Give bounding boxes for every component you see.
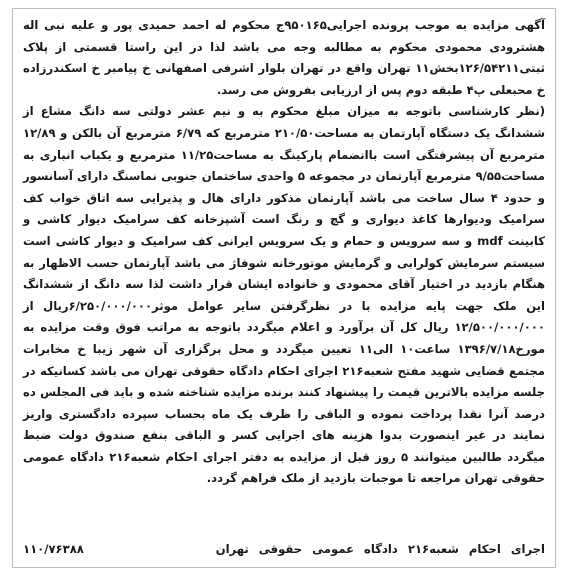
reference-number: ۱۱۰/۷۶۳۸۸: [23, 542, 84, 556]
issuer-line: اجرای احکام شعبه۲۱۶ دادگاه عمومی حقوقی تهران: [215, 542, 545, 556]
notice-details-paragraph: (نظر کارشناسی باتوجه به میزان مبلغ محکوم به و نیم عشر دولتی سه دانگ مشاع از ششدانگ یک دستگاه آپارتمان به مساحت۲۱۰/۵۰ مترمربع که ۶/۷۹ مترمربع آن بالکن و ۱۲/۸۹ مترمربع آن پیشرفتگی است باانضمام پارکینگ به مساحت۱۱/۲۵ مترمربع و یکباب انباری به مساحت۹/۵۵ مترمربع آپارتمان در مجموعه ۵ واحدی ساختمان جنوبی نماسنگ دارای آسانسور و حدود ۴ سال ساخت می باشد آپارتمان مذکور دارای هال و پذیرایی سه اتاق خواب کف سرامیک ودیوارها کاغذ دیواری و گچ و رنگ است آشپزخانه کف سرامیک دیوار کاشی و کابینت mdf و سه سرویس و حمام و یک سرویس ایرانی کف سرامیک و دیوار کاشی است سیستم سرمایش کولرابی و گرمایش موتورخانه شوفاژ می باشد آپارتمان حسب الاظهار به هنگام بازدید در اختیار آقای محمودی و خانواده ایشان قرار داشت لذا سه دانگ از ششدانگ این ملک جهت پایه مزایده با در نظرگرفتن سایر عوامل موثر۶/۲۵۰/۰۰۰/۰۰۰ریال از ۱۲/۵۰۰/۰۰۰/۰۰۰ ریال کل آن برآورد و اعلام میگردد باتوجه به مراتب فوق وقت مزایده به مورخ۱۳۹۶/۷/۱۸ ساعت۱۰ الی۱۱ تعیین میگردد و محل برگزاری آن شهر زیبا خ مخابرات مجتمع قضایی شهید مفتح شعبه۲۱۶ اجرای احکام دادگاه حقوقی تهران می باشد کسانیکه در جلسه مزایده بالاترین قیمت را پیشنهاد کنند برنده مزایده شناخته شده و باید فی المجلس ده درصد آنرا نقدا پرداخت نموده و الباقی را ظرف یک ماه بحساب سپرده دادگستری واریز نمایند در غیر اینصورت بدوا هزینه های اجرایی کسر و الباقی بنفع صندوق دولت ضبط میگردد طالبین میتوانند ۵ روز قبل از مزایده به دفتر اجرای احکام شعبه۲۱۶ دادگاه عمومی حقوقی تهران مراجعه تا موجبات بازدید از ملک فراهم گردد.: [23, 104, 546, 486]
notice-intro-paragraph: آگهی مزایده به موجب پرونده اجرایی۹۵۰۱۶۵ج محکوم له احمد حمیدی پور و علیه نبی اله هشترودی محمودی محکوم به مطالبه وجه می باشد لذا در این راستا قسمتی از پلاک ثبتی۱۲۶/۵۴۲۱۱بخش۱۱ تهران واقع در تهران بلوار اشرفی اصفهانی خ پیامبر خ اسکندرزاده خ محبعلی پ۴ طبقه دوم پس از ارزیابی بفروش می رسد.: [23, 18, 546, 97]
notice-footer: [23, 540, 545, 562]
auction-notice: [12, 8, 556, 568]
notice-body: [23, 15, 545, 490]
